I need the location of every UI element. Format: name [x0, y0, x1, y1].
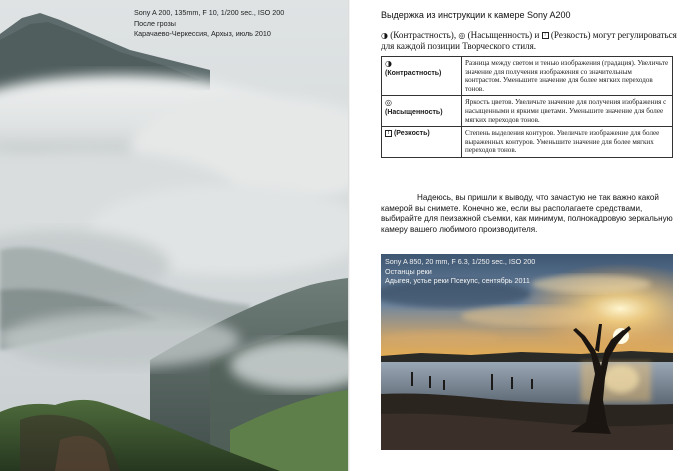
contrast-icon: ◑ — [385, 59, 392, 68]
intro-text — [381, 30, 681, 52]
page-title: Выдержка из инструкции к камере Sony A200 — [381, 10, 571, 20]
setting-description: Яркость цветов. Увеличьте значение для получения изображения с насыщенными и яркими цветами. Уменьшите значение для более мягких переходов тонов. — [462, 96, 673, 127]
settings-table — [381, 56, 673, 158]
left-caption-location: Карачаево-Черкессия, Архыз, июль 2010 — [134, 29, 271, 38]
table-row — [382, 96, 673, 127]
contrast-icon: ◑ — [381, 31, 388, 40]
intro-saturation: (Насыщенность) и — [467, 30, 540, 40]
body-paragraph-text: Надеюсь, вы пришли к выводу, что зачастую не так важно какой камерой вы снимете. Конечно же, если вы располагаете средствами, выбирайте для пеизажной съемки, как минимум, полнокадровую зеркальную камеру вашего любимого производителя. — [381, 193, 673, 234]
sunset-photo — [381, 254, 673, 450]
sunset-photo-caption — [385, 257, 535, 286]
setting-name-cell — [382, 96, 462, 127]
table-row — [382, 127, 673, 158]
sunset-caption-location: Адыгея, устье реки Псекупс, сентябрь 2011 — [385, 276, 530, 286]
right-page — [350, 0, 700, 471]
setting-description: Разница между светом и тенью изображения (градация). Увеличьте значение для получения изображения со значительным контрастом. Уменьшите значение для более мягких переходов тонов. — [462, 57, 673, 96]
setting-name-cell — [382, 57, 462, 96]
body-paragraph — [381, 193, 673, 235]
saturation-icon: ◎ — [385, 98, 392, 108]
left-photo-caption — [134, 8, 284, 40]
setting-name-cell — [382, 127, 462, 158]
setting-name: (Резкость) — [393, 130, 430, 138]
sharpness-icon: ! — [542, 32, 549, 39]
setting-name: (Контрастность) — [385, 70, 442, 77]
setting-name: (Насыщенность) — [385, 109, 443, 117]
setting-description: Степень выделения контуров. Увеличьте изображение для более выраженных контуров. Уменьшите значение для более мягких переходов тонов. — [462, 127, 673, 158]
mountain-photo — [0, 0, 348, 471]
left-caption-exif: Sony A 200, 135mm, F 10, 1/200 sec., ISO 200 — [134, 8, 285, 17]
sharpness-icon: ! — [385, 130, 392, 137]
mountain-photo-art — [0, 0, 348, 471]
saturation-icon: ◎ — [458, 31, 466, 40]
sunset-caption-title: Останцы реки — [385, 266, 432, 276]
table-row — [382, 57, 673, 96]
sunset-caption-exif: Sony A 850, 20 mm, F 6.3, 1/250 sec., ISO 200 — [385, 257, 536, 266]
left-caption-title: После грозы — [134, 18, 176, 28]
intro-contrast: (Контрастность), — [390, 30, 457, 40]
intro-sharpness: (Резкость) могут регулироваться для каждой позиции Творческого стиля. — [381, 30, 677, 51]
